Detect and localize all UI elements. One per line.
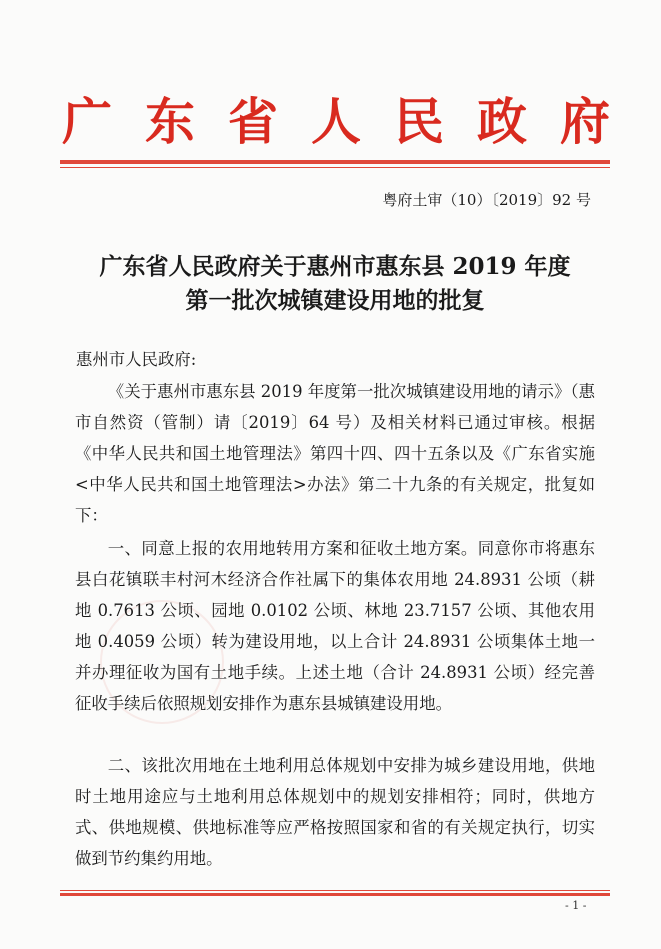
header-divider-thick	[60, 160, 610, 164]
footer-divider-thick	[60, 893, 610, 896]
paragraph-text: 二、该批次用地在土地利用总体规划中安排为城乡建设用地，供地时土地用途应与土地利用总体规划中的规划安排相符；同时，供地方式、供地规模、供地标准等应严格按照国家和省的有关规定执行，切实做到节约集约用地。	[75, 756, 595, 868]
document-title-line-1: 广东省人民政府关于惠州市惠东县 2019 年度	[99, 253, 571, 280]
paragraph-text: 一、同意上报的农用地转用方案和征收土地方案。同意你市将惠东县白花镇联丰村河木经济合作社属下的集体农用地 24.8931 公顷（耕地 0.7613 公顷、园地 0.0102 公顷、林地 23.7157 公顷、其他农用地 0.4059 公顷）转为建设用地，以上合计 24.8931 公顷集体土地一并办理征收为国有土地手续。上述土地（合计 24.8931 公顷）经完善征收手续后依照规划安排作为惠东县城镇建设用地。	[75, 539, 595, 713]
page-number: - 1 -	[565, 899, 587, 912]
paragraph-text: 《关于惠州市惠东县 2019 年度第一批次城镇建设用地的请示》（惠市自然资（管制）请〔2019〕64 号）及相关材料已通过审核。根据《中华人民共和国土地管理法》第四十四、四十五条以及《广东省实施<中华人民共和国土地管理法>办法》第二十九条的有关规定，批复如下：	[75, 382, 595, 525]
masthead-title	[62, 92, 610, 152]
body-paragraph	[75, 750, 595, 874]
masthead-char: 广	[62, 92, 112, 151]
masthead-char: 省	[228, 92, 278, 151]
footer-divider-thin	[60, 890, 610, 891]
masthead-char: 东	[145, 92, 195, 151]
masthead-char: 人	[311, 92, 361, 151]
body-paragraph	[75, 533, 595, 719]
body-paragraph	[75, 376, 595, 531]
masthead-char: 政	[477, 92, 527, 151]
document-title-line-2: 第一批次城镇建设用地的批复	[185, 287, 485, 314]
masthead-char: 民	[394, 92, 444, 151]
document-number: 粤府土审（10）〔2019〕92 号	[382, 191, 591, 209]
masthead-char: 府	[560, 92, 610, 151]
header-divider-thin	[60, 167, 610, 168]
salutation: 惠州市人民政府:	[76, 350, 197, 369]
